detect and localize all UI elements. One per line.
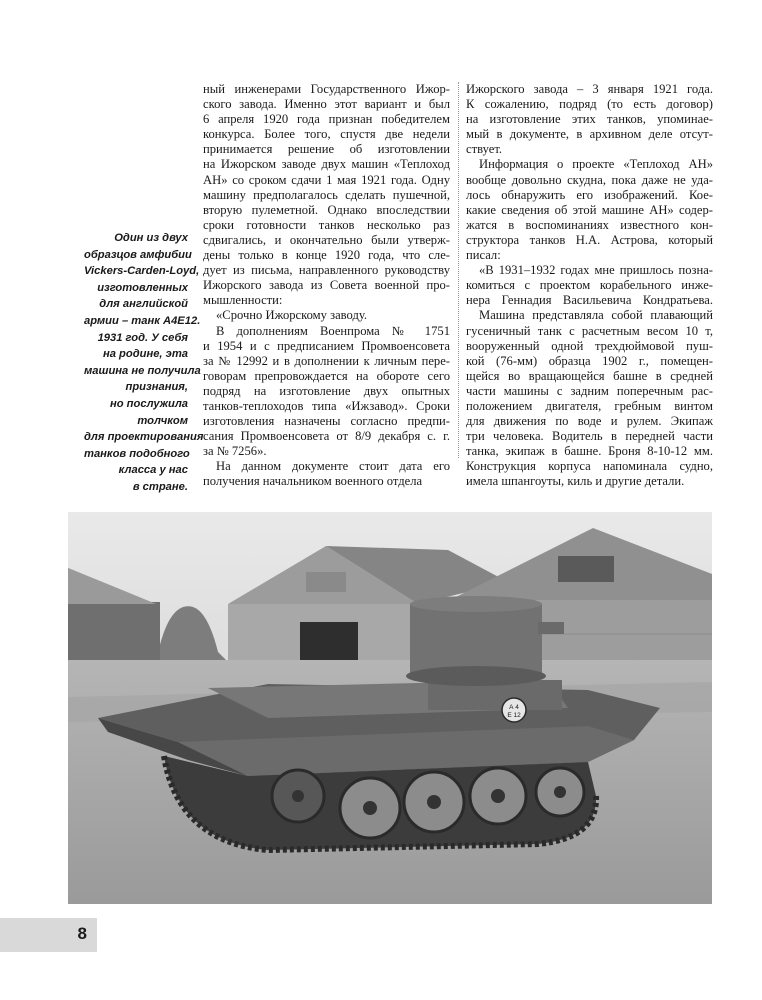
column2-line: гусеничный танк с расчетным весом 10 т,: [466, 323, 713, 338]
column2-line: вообще довольно скудна, пока даже не уда-: [466, 172, 713, 187]
caption-line: класса у нас: [118, 464, 188, 477]
caption-line: танков подобного: [84, 447, 190, 460]
column1-line: ского завода. Именно этот вариант и был: [203, 97, 450, 112]
column1-line: за № 12992 и в дополнении к личным пере-: [203, 353, 450, 368]
caption-line: толчком: [137, 414, 188, 427]
plate-line-2: Е 12: [507, 712, 521, 719]
column1-line: получения начальником военного отдела: [203, 474, 423, 489]
column1-line: вторую пулеметной. Однако впоследствии: [203, 202, 450, 217]
column2-line: три человека. Водитель в передней части: [466, 429, 713, 444]
caption-line: в стране.: [132, 480, 188, 493]
caption-line: на родине, эта: [102, 348, 188, 361]
caption-line: машина не получила: [84, 364, 201, 377]
caption-line: признания,: [125, 381, 188, 394]
column1-line: В дополнениям Военпрома № 1751: [216, 323, 450, 338]
text-column-2: [466, 82, 713, 490]
caption-line: для проектирования: [84, 431, 204, 444]
column1-line: сдвигались, и окончательно были утверж-: [203, 232, 450, 247]
column1-line: дены только в конце 1920 года, что сле-: [203, 248, 450, 263]
column1-line: 6 апреля 1920 года признан победителем: [203, 112, 450, 127]
column2-line: вооруженный одной трехдюймовой пуш-: [466, 338, 713, 353]
column2-line: танка, экипаж в башне. Броня 8-10-12 мм.: [466, 444, 713, 459]
column2-line: положением двигателя, гребным винтом: [466, 398, 713, 413]
column1-line: говорам препровождается на обороте сего: [203, 368, 450, 383]
column2-line: нера Геннадия Васильевича Кондратьева.: [466, 293, 713, 308]
column1-line: машину предполагалось сделать пушечной,: [203, 187, 450, 202]
column1-line: сроки готовности танков несколько раз: [203, 217, 450, 232]
text-column-1: [203, 82, 450, 490]
column2-line: мый в документе, в архивном деле отсут-: [466, 127, 713, 142]
column2-line: жатся в воспоминаниях известного кон-: [466, 217, 713, 232]
column2-line: для движения по воде и рулем. Экипаж: [466, 414, 713, 429]
column2-line: писал:: [466, 248, 501, 263]
column2-line: ствует.: [466, 142, 503, 157]
column2-line: Машина представляла собой плавающий: [479, 308, 713, 323]
column-divider: [458, 82, 459, 458]
column2-line: К сожалению, подряд (то есть договор): [466, 97, 713, 112]
column1-line: Ижорского завода из Совета военной про-: [203, 278, 450, 293]
caption-line: образцов амфибии: [84, 248, 192, 261]
column1-line: на Ижорском заводе двух машин «Теплоход: [203, 157, 450, 172]
caption-line: для английской: [99, 298, 188, 311]
caption-line: 1931 год. У себя: [97, 331, 188, 344]
page-number: 8: [77, 924, 87, 943]
column1-line: АН» со сроком сдачи 1 мая 1921 года. Одну: [203, 172, 450, 187]
column1-line: «Срочно Ижорскому заводу.: [216, 308, 368, 323]
caption-line: Один из двух: [114, 232, 188, 244]
column1-line: На данном документе стоит дата его: [216, 459, 450, 474]
column1-line: мышленности:: [203, 293, 283, 308]
column1-line: дует из письма, направленного руководству: [203, 263, 450, 278]
column2-line: кой (76-мм) образца 1902 г., помещен-: [466, 353, 713, 368]
column2-line: щейся во вращающейся башне в средней: [466, 368, 713, 383]
column2-line: Информация о проекте «Теплоход АН»: [479, 157, 713, 172]
caption-line: изготовленных: [97, 281, 188, 294]
column2-line: Ижорского завода – 3 января 1921 года.: [466, 82, 713, 96]
column1-line: и 1954 и с предписанием Промвоенсовета: [203, 338, 450, 353]
column2-line: какие сведения об этой машине АН» содер-: [466, 202, 713, 217]
tank-photo: [68, 512, 712, 904]
column1-line: конкурса. Более того, спустя две недели: [203, 127, 450, 142]
column2-line: на изготовление этих танков, упоминае-: [466, 112, 713, 127]
column2-line: «В 1931–1932 годах мне пришлось позна-: [479, 263, 713, 278]
plate-line-1: А 4: [509, 704, 519, 711]
column2-line: структора танков Н.А. Астрова, который: [466, 232, 713, 247]
column2-line: части машины с задним поперечным рас-: [466, 383, 713, 398]
photo-caption: [84, 230, 204, 496]
column1-line: танков-теплоходов типа «Ижзавод». Сроки: [203, 398, 450, 413]
column2-line: лось обнаружить его изображений. Кое-: [466, 187, 713, 202]
column1-line: принимается решение об изготовлении: [203, 142, 450, 157]
column1-line: за № 7256».: [203, 444, 267, 459]
caption-line: армии – танк А4Е12.: [84, 314, 201, 327]
column1-line: сания Промвоенсовета от 8/9 декабря с. г.: [203, 429, 450, 444]
column2-line: имела шпангоуты, киль и другие детали.: [466, 474, 685, 489]
column1-line: ный инженерами Государственного Ижор-: [203, 82, 450, 96]
caption-line: Vickers-Carden-Loyd,: [84, 265, 200, 278]
caption-line: но послужила: [109, 397, 188, 410]
page-number-box: [0, 918, 97, 952]
column2-line: комиться с проектом корабельного инже-: [466, 278, 713, 293]
column2-line: Конструкция корпуса напоминала судно,: [466, 459, 713, 474]
column1-line: подряд на изготовление двух опытных: [203, 383, 450, 398]
column1-line: изготовления назначены согласно предпи-: [203, 414, 450, 429]
